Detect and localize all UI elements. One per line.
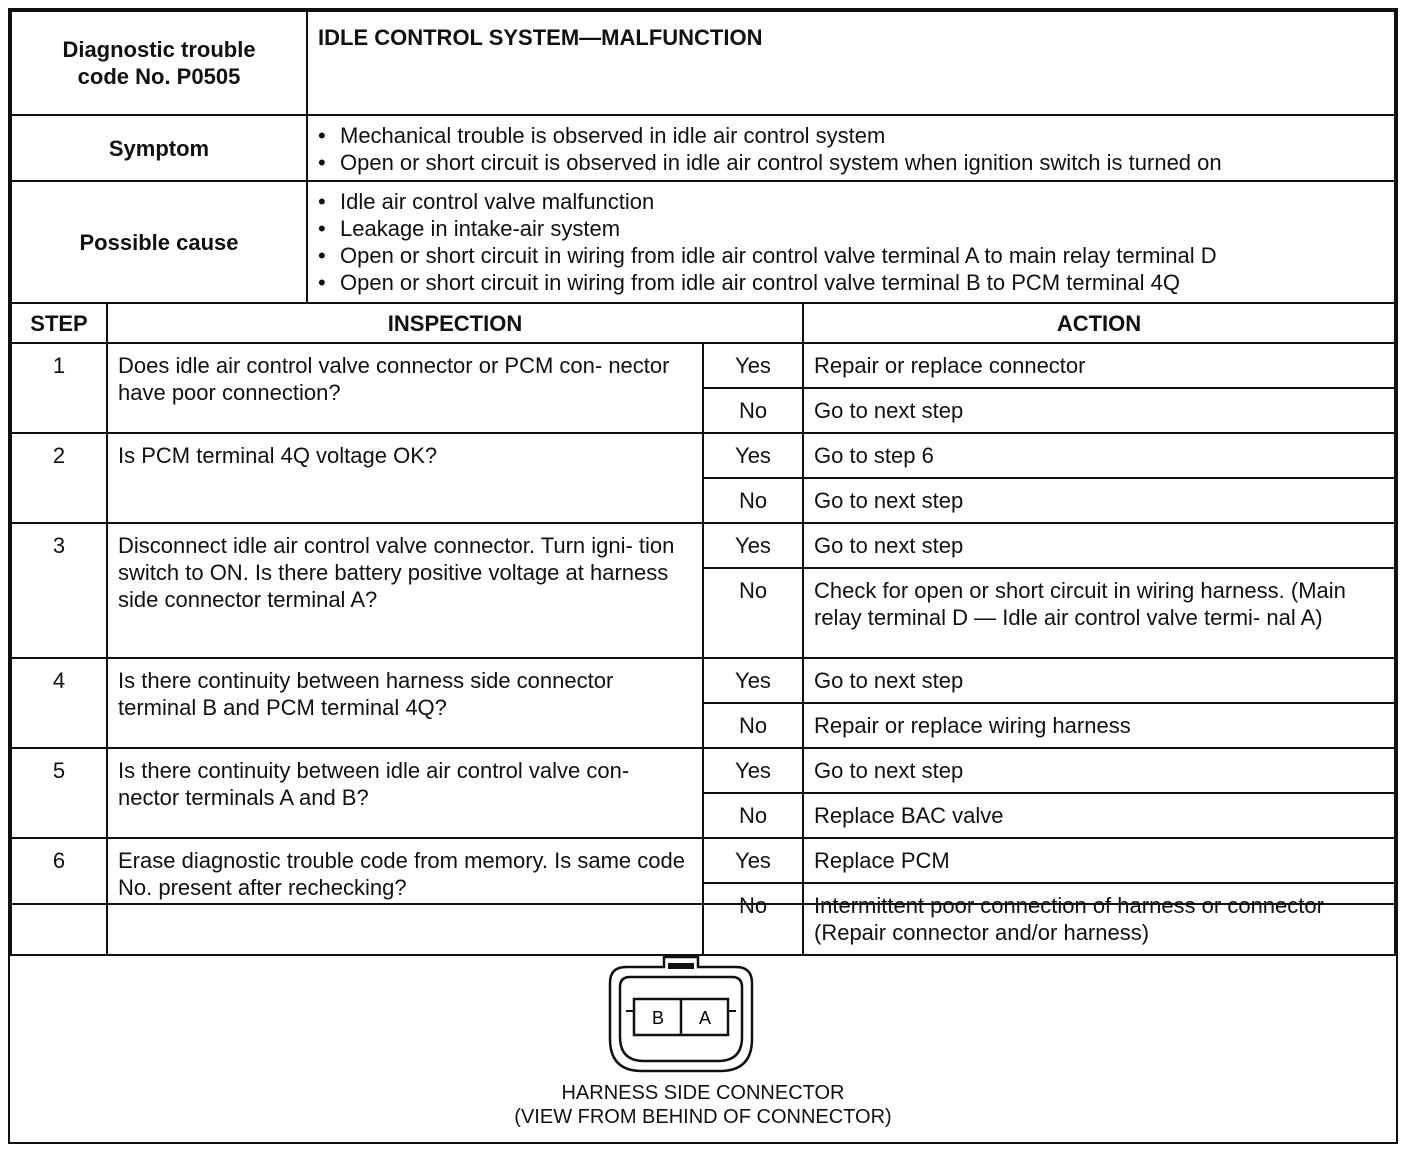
no-action: Go to next step xyxy=(803,388,1395,433)
no-label: No xyxy=(703,478,803,523)
symptom-item: • Mechanical trouble is observed in idle air control system xyxy=(340,122,1384,149)
terminal-b-label: B xyxy=(651,1008,665,1028)
yes-action: Go to step 6 xyxy=(803,433,1395,478)
step-inspection: Is there continuity between harness side connector terminal B and PCM terminal 4Q? xyxy=(107,658,703,748)
no-label: No xyxy=(703,568,803,658)
step-row-5-yes xyxy=(11,748,1395,793)
steps-table xyxy=(10,302,1396,956)
dtc-label-line2: code No. P0505 xyxy=(77,64,241,89)
yes-action: Go to next step xyxy=(803,523,1395,568)
column-header-step: STEP xyxy=(11,303,107,343)
step-row-4-yes xyxy=(11,658,1395,703)
yes-action: Repair or replace connector xyxy=(803,343,1395,388)
step-number: 3 xyxy=(11,523,107,658)
cause-item: • Leakage in intake-air system xyxy=(340,215,1384,242)
cause-item: • Idle air control valve malfunction xyxy=(340,188,1384,215)
yes-label: Yes xyxy=(703,343,803,388)
connector-figure xyxy=(10,903,1396,1144)
cause-item: • Open or short circuit in wiring from idle air control valve terminal B to PCM terminal 4Q xyxy=(340,269,1384,296)
connector-lock-tab xyxy=(668,963,694,969)
step-row-6-yes xyxy=(11,838,1395,883)
possible-cause-label: Possible cause xyxy=(11,181,307,303)
step-inspection: Is PCM terminal 4Q voltage OK? xyxy=(107,433,703,523)
yes-action: Go to next step xyxy=(803,658,1395,703)
step-inspection: Is there continuity between idle air control valve con- nector terminals A and B? xyxy=(107,748,703,838)
step-number: 5 xyxy=(11,748,107,838)
caption-line1: HARNESS SIDE CONNECTOR xyxy=(561,1082,845,1104)
step-row-3-yes xyxy=(11,523,1395,568)
no-label: No xyxy=(703,793,803,838)
step-number: 2 xyxy=(11,433,107,523)
no-action: Replace BAC valve xyxy=(803,793,1395,838)
step-number: 4 xyxy=(11,658,107,748)
column-header-inspection: INSPECTION xyxy=(107,303,803,343)
step-number: 1 xyxy=(11,343,107,433)
dtc-label-cell xyxy=(11,11,307,115)
yes-label: Yes xyxy=(703,748,803,793)
possible-cause-cell xyxy=(307,181,1395,303)
no-action: Check for open or short circuit in wiring harness. (Main relay terminal D — Idle air control valve termi- nal A) xyxy=(803,568,1395,658)
yes-action: Replace PCM xyxy=(803,838,1395,883)
step-row-1-yes xyxy=(11,343,1395,388)
step-inspection: Disconnect idle air control valve connector. Turn igni- tion switch to ON. Is there battery positive voltage at harness side connector terminal A? xyxy=(107,523,703,658)
symptom-cell xyxy=(307,115,1395,181)
step-row-2-yes xyxy=(11,433,1395,478)
caption-line2: (VIEW FROM BEHIND OF CONNECTOR) xyxy=(514,1106,892,1128)
yes-label: Yes xyxy=(703,658,803,703)
connector-caption xyxy=(10,1081,1396,1129)
no-label: No xyxy=(703,703,803,748)
step-inspection: Erase diagnostic trouble code from memory. Is same code No. present after rechecking? xyxy=(107,838,703,955)
diagnostic-sheet xyxy=(8,8,1398,1144)
no-label: No xyxy=(703,388,803,433)
connector-diagram xyxy=(606,953,756,1075)
no-action: Go to next step xyxy=(803,478,1395,523)
symptom-list xyxy=(308,116,1394,180)
page-title: IDLE CONTROL SYSTEM—MALFUNCTION xyxy=(307,11,1395,115)
dtc-label-line1: Diagnostic trouble xyxy=(62,37,256,62)
yes-action: Go to next step xyxy=(803,748,1395,793)
step-number: 6 xyxy=(11,838,107,955)
no-action: Repair or replace wiring harness xyxy=(803,703,1395,748)
header-table xyxy=(10,10,1396,304)
yes-label: Yes xyxy=(703,838,803,883)
no-action: Intermittent poor connection of harness or connector (Repair connector and/or harness) xyxy=(803,883,1395,955)
no-label: No xyxy=(703,883,803,955)
symptom-label: Symptom xyxy=(11,115,307,181)
possible-cause-list xyxy=(308,182,1394,300)
cause-item: • Open or short circuit in wiring from idle air control valve terminal A to main relay terminal D xyxy=(340,242,1384,269)
yes-label: Yes xyxy=(703,523,803,568)
column-header-action: ACTION xyxy=(803,303,1395,343)
yes-label: Yes xyxy=(703,433,803,478)
symptom-item: • Open or short circuit is observed in idle air control system when ignition switch is turned on xyxy=(340,149,1384,176)
step-inspection: Does idle air control valve connector or PCM con- nector have poor connection? xyxy=(107,343,703,433)
terminal-a-label: A xyxy=(698,1008,712,1028)
